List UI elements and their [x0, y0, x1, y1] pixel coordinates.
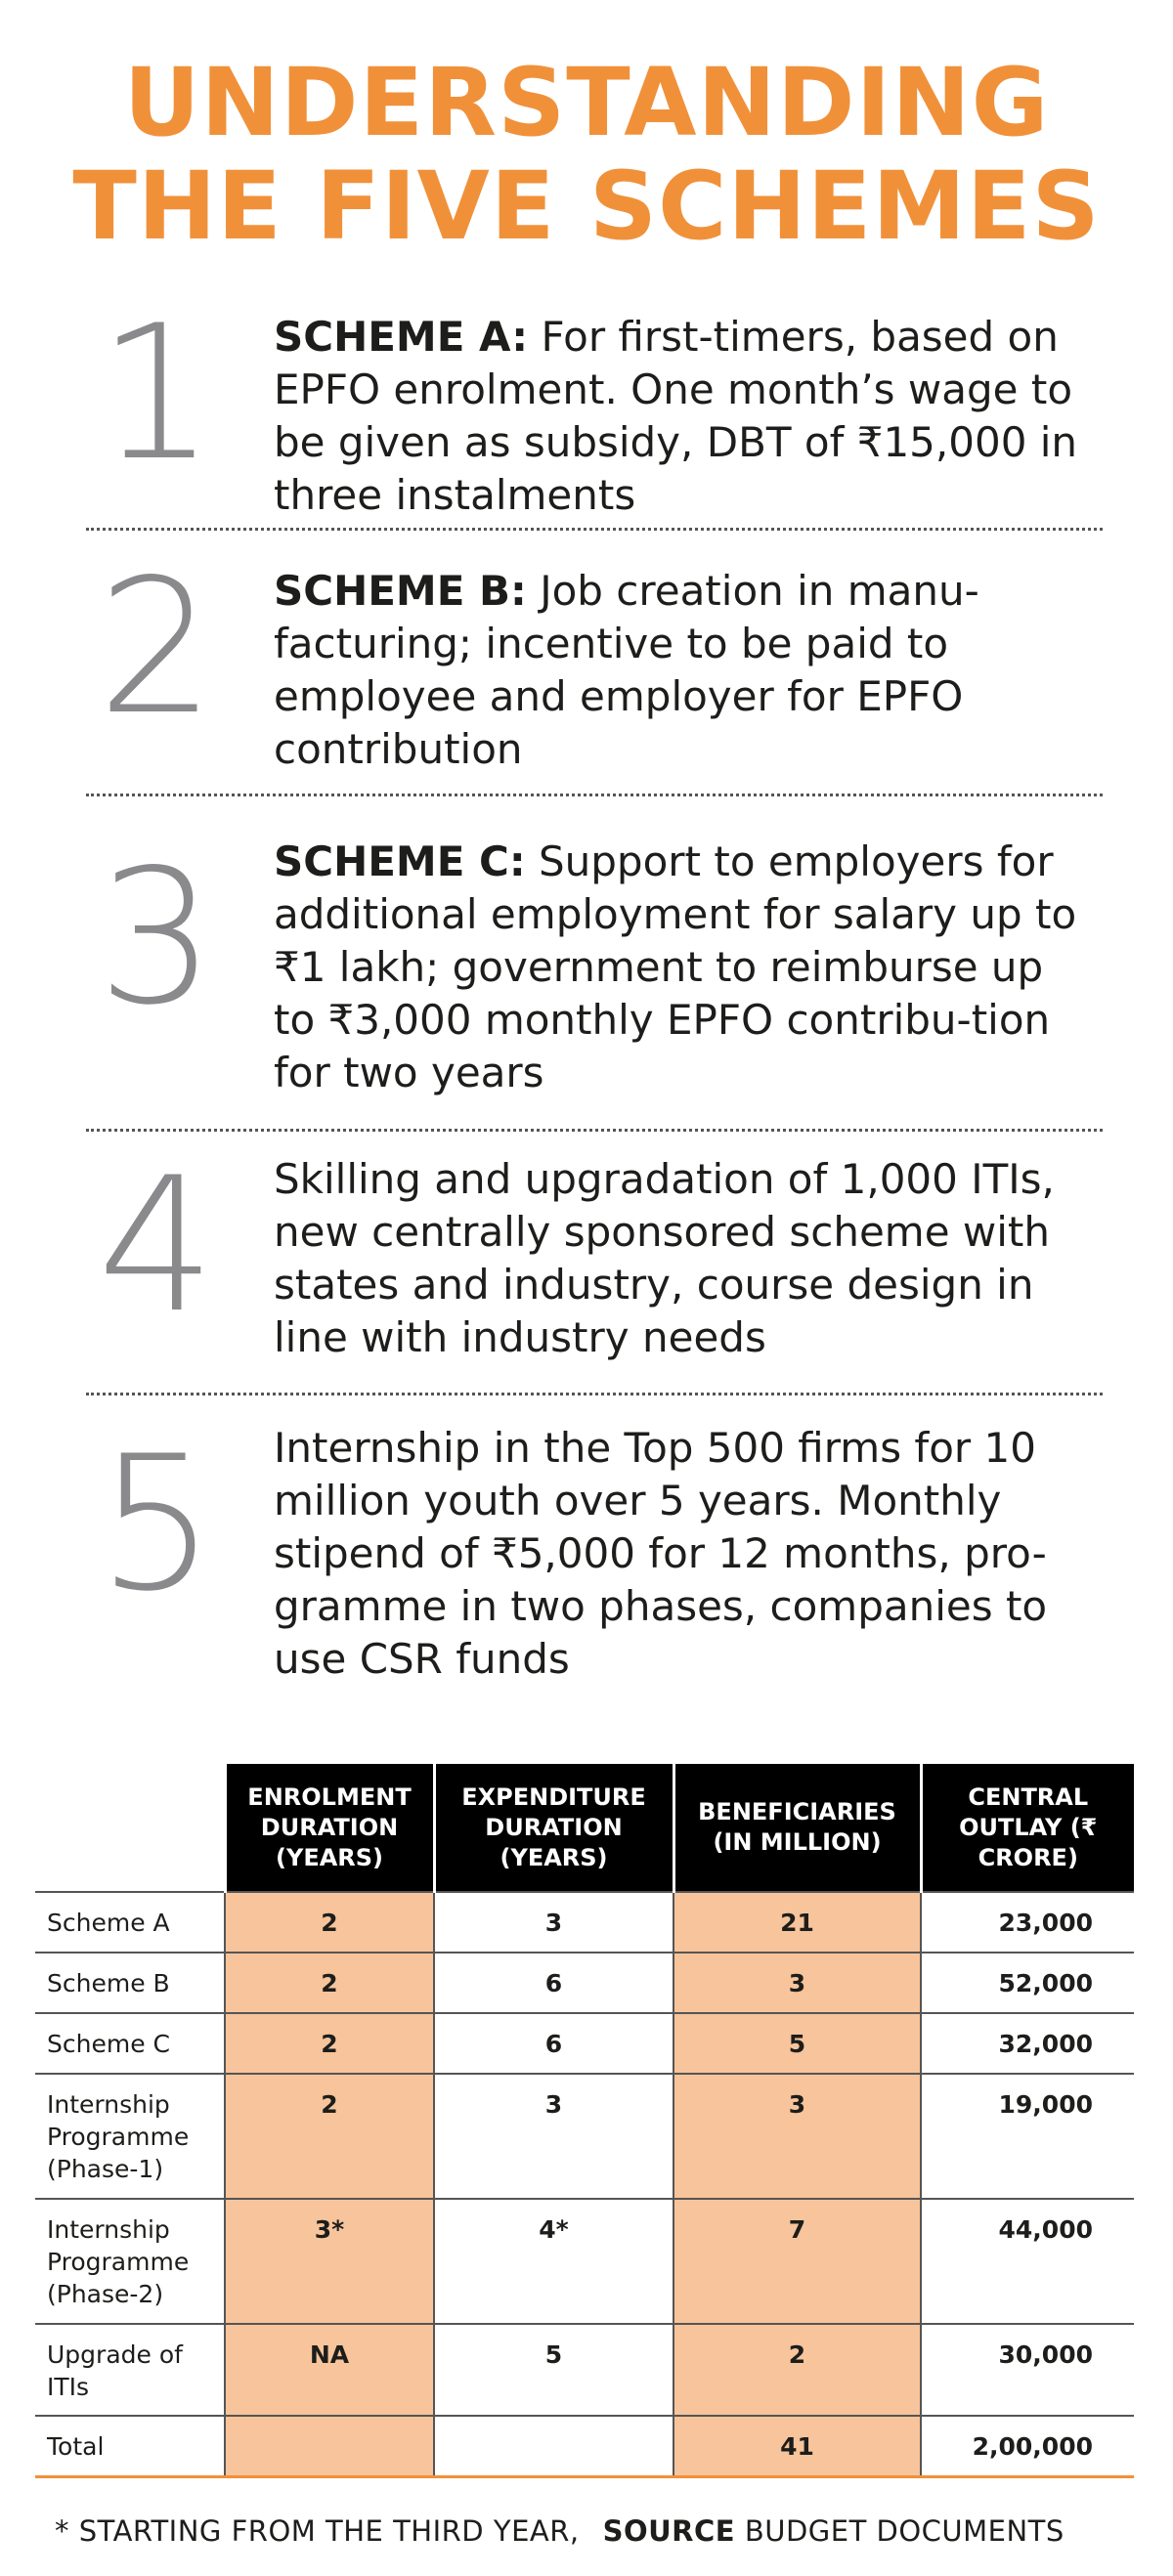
scheme-description	[274, 1153, 1095, 1364]
cell-outlay: 19,000	[921, 2074, 1134, 2199]
dotted-divider	[86, 794, 1103, 796]
scheme-description	[274, 1422, 1095, 1686]
table-row	[35, 2074, 1134, 2199]
table-row	[35, 1953, 1134, 2013]
scheme-number: 5	[97, 1416, 216, 1632]
dotted-divider	[86, 528, 1103, 531]
cell-expenditure: 5	[434, 2324, 673, 2416]
row-label: Upgrade of ITIs	[35, 2324, 225, 2416]
cell-beneficiaries: 21	[673, 1892, 921, 1953]
cell-outlay: 32,000	[921, 2013, 1134, 2074]
header-central-outlay: CENTRAL OUTLAY (₹ CRORE)	[921, 1764, 1134, 1892]
cell-beneficiaries: 3	[673, 1953, 921, 2013]
cell-expenditure: 6	[434, 2013, 673, 2074]
row-label: Scheme B	[35, 1953, 225, 2013]
footnote	[55, 2514, 1150, 2548]
cell-expenditure	[434, 2416, 673, 2476]
cell-expenditure: 3	[434, 1892, 673, 1953]
table-row	[35, 1892, 1134, 1953]
dotted-divider	[86, 1393, 1103, 1395]
scheme-label: SCHEME B:	[274, 567, 527, 615]
row-label: Internship Programme (Phase-2)	[35, 2199, 225, 2324]
scheme-description	[274, 565, 1095, 776]
table-row	[35, 2324, 1134, 2416]
footnote-note: * STARTING FROM THE THIRD YEAR,	[55, 2514, 580, 2548]
row-label: Scheme C	[35, 2013, 225, 2074]
cell-outlay: 2,00,000	[921, 2416, 1134, 2476]
cell-outlay: 44,000	[921, 2199, 1134, 2324]
cell-expenditure: 4*	[434, 2199, 673, 2324]
scheme-label: SCHEME C:	[274, 837, 526, 885]
page-title	[0, 48, 1173, 261]
cell-enrolment: 2	[225, 1892, 434, 1953]
cell-outlay: 23,000	[921, 1892, 1134, 1953]
scheme-number: 4	[97, 1138, 216, 1353]
header-enrolment-duration: ENROLMENT DURATION (YEARS)	[225, 1764, 434, 1892]
row-label: Internship Programme (Phase-1)	[35, 2074, 225, 2199]
row-label: Total	[35, 2416, 225, 2476]
cell-enrolment: 2	[225, 1953, 434, 2013]
schemes-table	[35, 1764, 1134, 2478]
scheme-description	[274, 836, 1095, 1099]
table-header-blank	[35, 1764, 225, 1892]
scheme-number: 2	[97, 539, 216, 755]
cell-outlay: 30,000	[921, 2324, 1134, 2416]
scheme-description	[274, 311, 1095, 522]
cell-beneficiaries: 41	[673, 2416, 921, 2476]
cell-enrolment: NA	[225, 2324, 434, 2416]
cell-enrolment: 3*	[225, 2199, 434, 2324]
source-text: BUDGET DOCUMENTS	[735, 2514, 1064, 2548]
scheme-number: 3	[97, 830, 216, 1046]
scheme-label: SCHEME A:	[274, 313, 529, 361]
row-label: Scheme A	[35, 1892, 225, 1953]
table-row-total	[35, 2416, 1134, 2476]
title-line-2: THE FIVE SCHEMES	[72, 151, 1101, 261]
header-expenditure-duration: EXPENDITURE DURATION (YEARS)	[434, 1764, 673, 1892]
cell-outlay: 52,000	[921, 1953, 1134, 2013]
table-row	[35, 2199, 1134, 2324]
cell-expenditure: 6	[434, 1953, 673, 2013]
scheme-number: 1	[97, 285, 216, 501]
table-header-row	[35, 1764, 1134, 1892]
cell-expenditure: 3	[434, 2074, 673, 2199]
scheme-text: Job creation in manu-facturing; incentive to be paid to employee and employer for EPFO contribution	[274, 567, 979, 773]
cell-beneficiaries: 7	[673, 2199, 921, 2324]
cell-enrolment	[225, 2416, 434, 2476]
scheme-text: For first-timers, based on EPFO enrolment. One month’s wage to be given as subsidy, DBT of ₹15,000 in three instalments	[274, 313, 1078, 519]
header-beneficiaries: BENEFICIARIES (IN MILLION)	[673, 1764, 921, 1892]
cell-beneficiaries: 2	[673, 2324, 921, 2416]
cell-beneficiaries: 5	[673, 2013, 921, 2074]
dotted-divider	[86, 1129, 1103, 1132]
scheme-text: Skilling and upgradation of 1,000 ITIs, new centrally sponsored scheme with states and industry, course design in line with industry needs	[274, 1155, 1055, 1361]
scheme-text: Internship in the Top 500 firms for 10 million youth over 5 years. Monthly stipend of ₹5,000 for 12 months, pro-gramme in two phases, companies to use CSR funds	[274, 1424, 1048, 1683]
source-label: SOURCE	[602, 2514, 736, 2548]
table-row	[35, 2013, 1134, 2074]
cell-enrolment: 2	[225, 2013, 434, 2074]
title-line-1: UNDERSTANDING	[123, 48, 1050, 157]
cell-enrolment: 2	[225, 2074, 434, 2199]
cell-beneficiaries: 3	[673, 2074, 921, 2199]
scheme-text: Support to employers for additional employment for salary up to ₹1 lakh; government to reimburse up to ₹3,000 monthly EPFO contribu-tion for two years	[274, 837, 1077, 1096]
